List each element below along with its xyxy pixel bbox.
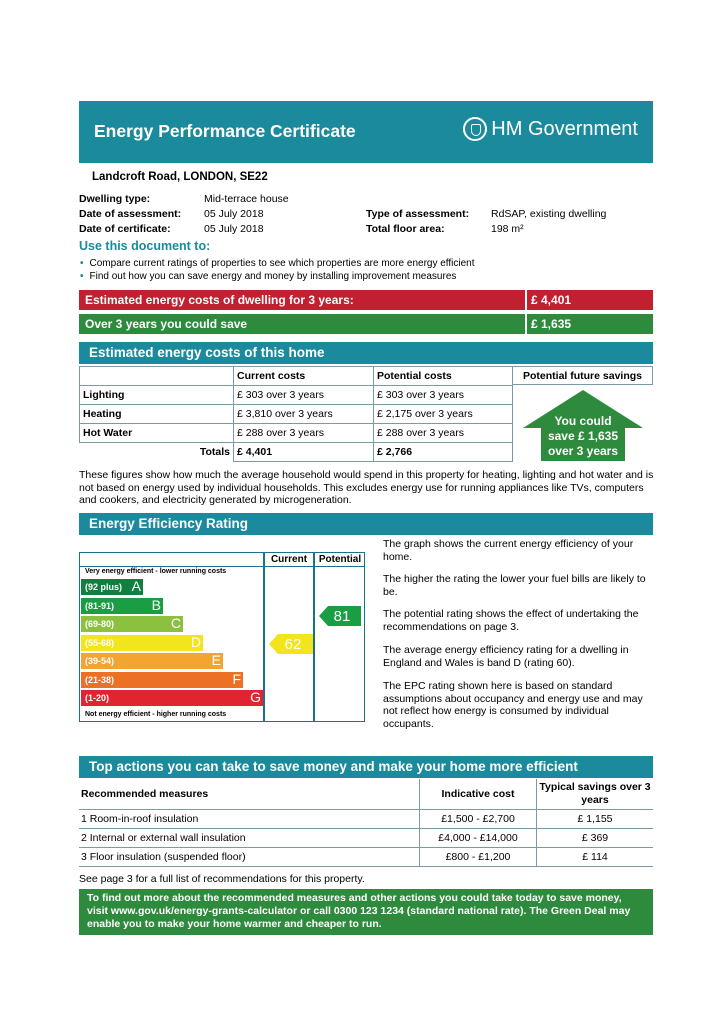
potential-column-header: Potential	[318, 554, 362, 565]
use-document-title: Use this document to:	[79, 239, 211, 253]
table-row	[79, 848, 653, 867]
savings-arrow-line-2: save £ 1,635	[547, 429, 619, 443]
estimated-costs-bar	[79, 290, 653, 310]
table-row	[80, 443, 513, 462]
top-efficiency-note: Very energy efficient - lower running costs	[85, 568, 227, 575]
total-current: £ 4,401	[234, 443, 374, 462]
table-row	[80, 367, 513, 386]
band-letter: D	[190, 633, 201, 650]
efficiency-paragraph-2: The higher the rating the lower your fuel bills are likely to be.	[383, 573, 646, 598]
savings-label: Over 3 years you could save	[85, 317, 248, 331]
savings-value: £ 1,635	[531, 317, 572, 331]
measure: 2 Internal or external wall insulation	[79, 829, 420, 848]
band-e	[81, 653, 223, 669]
band-letter: A	[131, 578, 141, 594]
indicative-cost: £4,000 - £14,000	[420, 829, 537, 848]
potential-costs-header: Potential costs	[374, 367, 513, 386]
measures-header: Recommended measures	[79, 779, 420, 810]
floor-area-value: 198 m²	[491, 223, 524, 235]
band-range: (1-20)	[85, 693, 110, 703]
band-g	[81, 690, 263, 706]
floor-area-label: Total floor area:	[366, 223, 445, 235]
band-letter: G	[250, 689, 261, 705]
potential-cost: £ 288 over 3 years	[374, 424, 513, 443]
current-column-header: Current	[270, 554, 308, 565]
current-rating-arrow	[269, 634, 313, 659]
current-cost: £ 288 over 3 years	[234, 424, 374, 443]
current-cost: £ 3,810 over 3 years	[234, 405, 374, 424]
potential-rating-value: 81	[333, 608, 351, 625]
potential-cost: £ 303 over 3 years	[374, 386, 513, 405]
date-certificate-value: 05 July 2018	[204, 223, 264, 235]
efficiency-paragraph-4: The average energy efficiency rating for a dwelling in England and Wales is band D (rating 60).	[383, 644, 629, 669]
table-row	[80, 405, 513, 424]
hm-government-logo	[463, 117, 638, 141]
band-range: (92 plus)	[85, 582, 123, 592]
dwelling-type-value: Mid-terrace house	[204, 193, 289, 205]
band-letter: C	[170, 615, 181, 631]
savings-bar	[79, 314, 653, 334]
potential-cost: £ 2,175 over 3 years	[374, 405, 513, 424]
band-c	[81, 616, 183, 632]
recommendations-table	[79, 779, 653, 867]
savings-arrow	[521, 388, 645, 462]
indicative-cost: £800 - £1,200	[420, 848, 537, 867]
bottom-efficiency-note: Not energy efficient - higher running costs	[85, 711, 227, 718]
efficiency-paragraph-5: The EPC rating shown here is based on standard assumptions about occupancy and energy use and may not reflect how energy is consumed by individual occupants.	[383, 680, 643, 730]
estimated-costs-label: Estimated energy costs of dwelling for 3 years:	[85, 293, 354, 307]
efficiency-paragraph-3: The potential rating shows the effect of undertaking the recommendations on page 3.	[383, 608, 639, 633]
potential-rating-arrow	[319, 606, 361, 631]
type-assessment-value: RdSAP, existing dwelling	[491, 208, 607, 220]
band-letter: E	[211, 652, 221, 668]
table-row	[79, 810, 653, 829]
gov-label: HM Government	[491, 117, 638, 140]
row-label: Heating	[80, 405, 234, 424]
crest-icon	[463, 117, 487, 141]
band-range: (81-91)	[85, 600, 115, 611]
current-costs-header: Current costs	[234, 367, 374, 386]
row-label: Lighting	[80, 386, 234, 405]
use-bullet-2: • Find out how you can save energy and money by installing improvement measures	[80, 271, 457, 282]
savings-arrow-line-3: over 3 years	[547, 444, 619, 458]
measure: 3 Floor insulation (suspended floor)	[79, 848, 420, 867]
band-range: (69-80)	[85, 619, 115, 629]
efficiency-paragraph-1: The graph shows the current energy efficiency of your home.	[383, 538, 634, 563]
estimated-costs-value: £ 4,401	[531, 293, 572, 307]
costs-table	[79, 366, 513, 462]
measure: 1 Room-in-roof insulation	[79, 810, 420, 829]
typical-savings: £ 369	[537, 829, 654, 848]
band-range: (39-54)	[85, 656, 115, 666]
certificate-header	[79, 101, 653, 163]
use-bullet-1: • Compare current ratings of properties to see which properties are more energy efficient	[80, 258, 475, 269]
indicative-cost-header: Indicative cost	[420, 779, 537, 810]
current-rating-value: 62	[284, 636, 302, 653]
future-savings-header: Potential future savings	[513, 366, 653, 385]
dwelling-type-label: Dwelling type:	[79, 193, 151, 205]
table-row	[79, 829, 653, 848]
costs-explanation: These figures show how much the average household would spend in this property for heating, lighting and hot water and is not based on energy used by individual households. This excludes energy use for running appliances like TVs, computers and cookers, and electricity generated by microgeneration.	[79, 469, 654, 506]
band-f	[81, 672, 243, 688]
type-assessment-label: Type of assessment:	[366, 208, 470, 220]
band-b	[81, 598, 163, 614]
indicative-cost: £1,500 - £2,700	[420, 810, 537, 829]
savings-arrow-line-1: You could	[554, 414, 612, 428]
date-certificate-label: Date of certificate:	[79, 223, 171, 235]
recommendations-footnote: See page 3 for a full list of recommendations for this property.	[79, 873, 365, 885]
current-cost: £ 303 over 3 years	[234, 386, 374, 405]
green-deal-info: To find out more about the recommended measures and other actions you could take today to save money, visit www.gov.uk/energy-grants-calculator or call 0300 123 1234 (standard national rate). The Green Deal may enable you to make your home warmer and cheaper to run.	[79, 889, 653, 935]
table-row	[79, 779, 653, 810]
totals-label: Totals	[80, 443, 234, 462]
band-d	[81, 635, 203, 651]
table-row	[80, 386, 513, 405]
typical-savings: £ 1,155	[537, 810, 654, 829]
band-letter: F	[232, 670, 241, 687]
page-title: Energy Performance Certificate	[94, 121, 356, 141]
total-potential: £ 2,766	[374, 443, 513, 462]
estimated-costs-section-title: Estimated energy costs of this home	[79, 342, 653, 364]
table-row	[80, 424, 513, 443]
top-actions-section-title: Top actions you can take to save money and make your home more efficient	[79, 756, 653, 778]
typical-savings-header: Typical savings over 3 years	[537, 779, 654, 810]
band-a	[81, 579, 143, 595]
typical-savings: £ 114	[537, 848, 654, 867]
property-address: Landcroft Road, LONDON, SE22	[92, 171, 268, 183]
date-assessment-value: 05 July 2018	[204, 208, 264, 220]
band-range: (21-38)	[85, 674, 115, 685]
date-assessment-label: Date of assessment:	[79, 208, 182, 220]
efficiency-section-title: Energy Efficiency Rating	[79, 513, 653, 535]
row-label: Hot Water	[80, 424, 234, 443]
band-letter: B	[151, 596, 161, 613]
band-range: (55-68)	[85, 637, 115, 648]
